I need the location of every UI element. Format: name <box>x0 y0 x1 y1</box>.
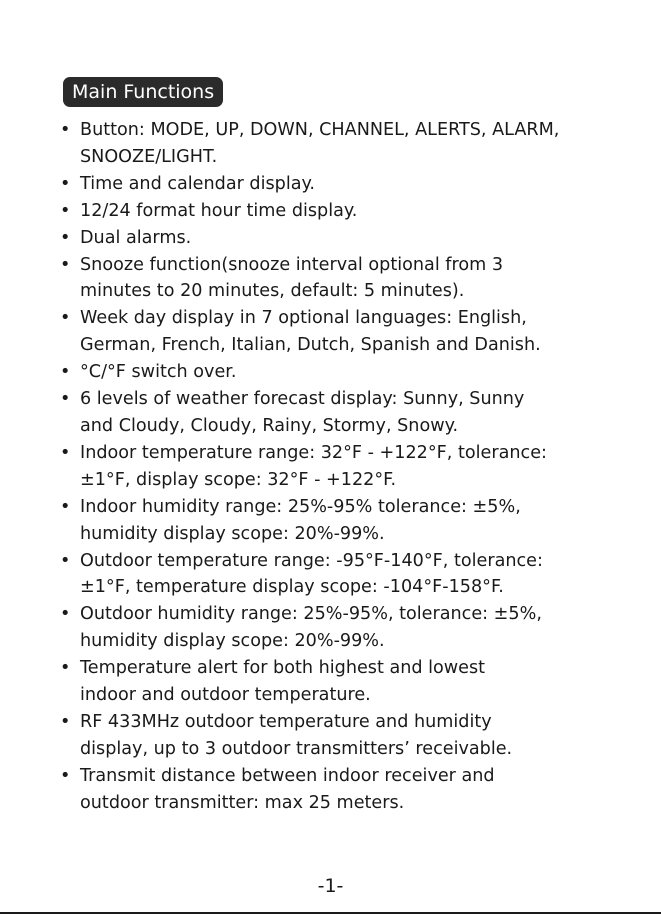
feature-text-line: Transmit distance between indoor receiver and <box>80 765 495 786</box>
feature-text-line: ±1°F, display scope: 32°F - +122°F. <box>80 469 397 490</box>
feature-item <box>60 386 640 440</box>
feature-text-line: minutes to 20 minutes, default: 5 minutes). <box>80 281 465 302</box>
bullet-icon: • <box>60 550 71 571</box>
feature-text-line: Outdoor humidity range: 25%-95%, tolerance: ±5%, <box>80 604 542 625</box>
feature-item <box>60 709 640 763</box>
bullet-icon: • <box>60 227 71 248</box>
feature-text-line: German, French, Italian, Dutch, Spanish and Danish. <box>80 335 541 356</box>
feature-list <box>60 117 640 817</box>
feature-text-line: Button: MODE, UP, DOWN, CHANNEL, ALERTS, ALARM, <box>80 120 560 140</box>
feature-text-line: Dual alarms. <box>80 227 192 248</box>
bullet-icon: • <box>60 254 71 275</box>
feature-text-line: outdoor transmitter: max 25 meters. <box>80 792 405 813</box>
bullet-icon: • <box>60 200 71 221</box>
feature-item <box>60 305 640 359</box>
feature-item <box>60 198 640 225</box>
feature-text-line: Indoor temperature range: 32°F - +122°F, tolerance: <box>80 442 547 463</box>
feature-text-line: Indoor humidity range: 25%-95% tolerance: ±5%, <box>80 496 521 517</box>
feature-text-line: humidity display scope: 20%-99%. <box>80 523 385 544</box>
feature-text-line: Temperature alert for both highest and lowest <box>80 658 486 679</box>
bullet-icon: • <box>60 604 71 625</box>
feature-item <box>60 763 640 817</box>
feature-text-line: 12/24 format hour time display. <box>80 200 358 221</box>
page-number: -1- <box>317 875 344 897</box>
feature-text-line: Outdoor temperature range: -95°F-140°F, tolerance: <box>80 550 543 571</box>
feature-item <box>60 117 640 171</box>
feature-item <box>60 252 640 306</box>
feature-item <box>60 359 640 386</box>
feature-text-line: Snooze function(snooze interval optional from 3 <box>80 254 504 275</box>
feature-text-line: display, up to 3 outdoor transmitters’ receivable. <box>80 738 513 759</box>
feature-text-line: indoor and outdoor temperature. <box>80 685 371 706</box>
feature-text-line: ±1°F, temperature display scope: -104°F-158°F. <box>80 577 504 598</box>
feature-text-line: RF 433MHz outdoor temperature and humidity <box>80 711 492 732</box>
bullet-icon: • <box>60 711 71 732</box>
feature-item <box>60 440 640 494</box>
feature-item <box>60 225 640 252</box>
feature-item <box>60 548 640 602</box>
feature-text-line: Week day display in 7 optional languages: English, <box>80 308 527 329</box>
feature-text-line: and Cloudy, Cloudy, Rainy, Stormy, Snowy. <box>80 415 459 436</box>
bullet-icon: • <box>60 173 71 194</box>
bullet-icon: • <box>60 765 71 786</box>
feature-item <box>60 494 640 548</box>
feature-item <box>60 655 640 709</box>
bullet-icon: • <box>60 120 71 140</box>
bullet-icon: • <box>60 308 71 329</box>
feature-text-line: humidity display scope: 20%-99%. <box>80 631 385 652</box>
bullet-icon: • <box>60 496 71 517</box>
feature-text-line: °C/°F switch over. <box>80 362 237 383</box>
feature-text-line: Time and calendar display. <box>80 173 315 194</box>
feature-text-line: SNOOZE/LIGHT. <box>80 146 218 167</box>
feature-item <box>60 601 640 655</box>
bullet-icon: • <box>60 658 71 679</box>
feature-item <box>60 171 640 198</box>
section-title-badge: Main Functions <box>63 77 223 107</box>
bullet-icon: • <box>60 389 71 410</box>
bullet-icon: • <box>60 442 71 463</box>
bullet-icon: • <box>60 362 71 383</box>
feature-text-line: 6 levels of weather forecast display: Sunny, Sunny <box>80 389 525 410</box>
